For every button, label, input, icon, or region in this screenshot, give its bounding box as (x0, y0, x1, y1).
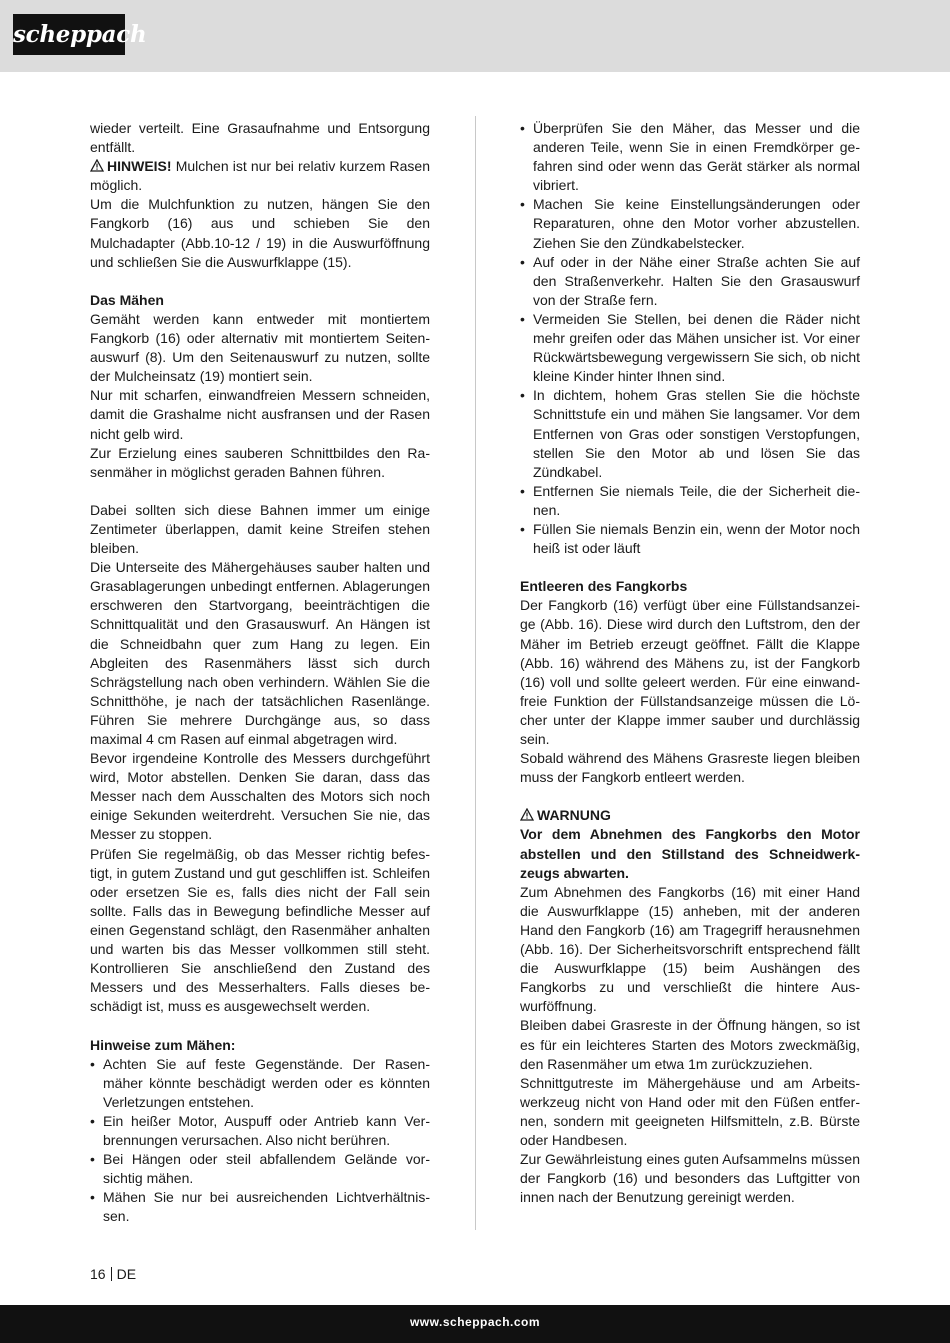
safety-list (520, 119, 860, 558)
remove-paragraph-2: Bleiben dabei Grasreste in der Öffnung hängen, so ist es für ein leichteres Starten des Motors zweckmäßig, den Rasenmäher um etwa 1m zurückzuziehen. (520, 1017, 860, 1072)
note-text: Mulchen ist nur bei relativ kurzem Rasen möglich. (90, 158, 430, 194)
warning-triangle-icon (520, 808, 534, 821)
warning-heading (520, 806, 860, 825)
tips-heading: Hinweise zum Mähen: (90, 1036, 236, 1053)
warning-triangle-icon (90, 159, 104, 172)
list-item: • Ein heißer Motor, Auspuff oder Antrieb kann Verbrennungen verursachen. Also nicht berühren. (90, 1112, 430, 1150)
list-item: • Bei Hängen oder steil abfallendem Gelände vorsichtig mähen. (90, 1150, 430, 1188)
mowing-paragraph-2: Nur mit scharfen, einwandfreien Messern schneiden, damit die Grashalme nicht ausfransen und der Rasen nicht gelb wird. (90, 387, 430, 442)
list-item: • Achten Sie auf feste Gegenstände. Der Rasenmäher könnte beschädigt werden oder es könnten Verletzungen entstehen. (90, 1055, 430, 1112)
header-bar (0, 0, 950, 72)
remove-paragraph-3: Schnittgutreste im Mähergehäuse und am Arbeitswerkzeug nicht von Hand oder mit den Füßen entfernen, sondern mit geeigneten Hilfsmitteln, z.B. Bürste oder Handbesen. (520, 1074, 860, 1148)
remove-paragraph-1: Zum Abnehmen des Fangkorbs (16) mit einer Hand die Auswurfklappe (15) anheben, mit der anderen Hand den Fangkorb (16) am Tragegriff herausnehmen (Abb. 16). Der Sicherheitsvorschrift entsprechend fällt die Auswurfklappe (15) beim Aushängen des Fangkorbs zu und verschließt die hintere Auswurföffnung. (520, 883, 860, 1015)
list-item: • Füllen Sie niemals Benzin ein, wenn der Motor noch heiß ist oder läuft (520, 520, 860, 558)
intro-paragraph: wieder verteilt. Eine Grasaufnahme und Entsorgung entfällt. (90, 120, 430, 156)
list-item: • Entfernen Sie niemals Teile, die der Sicherheit dienen. (520, 482, 860, 520)
mowing-paragraph-4: Dabei sollten sich diese Bahnen immer um einige Zentimeter überlappen, damit keine Streifen stehen bleiben. (90, 501, 430, 557)
list-item: • Überprüfen Sie den Mäher, das Messer und die anderen Teile, wenn Sie in einen Fremdkörper gefahren sind oder wenn das Gerät stärker als normal vibriert. (520, 119, 860, 195)
empty-catcher-heading: Entleeren des Fangkorbs (520, 578, 688, 595)
warning-label: WARNUNG (537, 807, 611, 824)
mulch-paragraph: Um die Mulchfunktion zu nutzen, hängen Sie den Fangkorb (16) aus und schieben Sie den Mulchadapter (Abb.10-12 / 19) in die Auswurföffnung und schließen Sie die Auswurfklappe (15). (90, 196, 430, 270)
mowing-paragraph-7: Prüfen Sie regelmäßig, ob das Messer richtig befestigt, in gutem Zustand und gut geschliffen ist. Schleifen oder ersetzen Sie es, falls dies nicht der Fall sein sollte. Falls das in Bewegung befindliche Messer auf einen Gegenstand schlägt, den Rasenmäher anhalten und warten bis das Messer vollkommen still steht. Kontrollieren Sie anschließend den Zustand des Messers und des Messerhalters. Falls dieses beschädigt ist, muss es ausgewechselt werden. (90, 845, 430, 1015)
list-item: • Machen Sie keine Einstellungsänderungen oder Reparaturen, ohne den Motor vorher abzustellen. Ziehen Sie den Zündkabelstecker. (520, 195, 860, 252)
tips-list (90, 1055, 430, 1227)
list-item: • Mähen Sie nur bei ausreichenden Lichtverhältnissen. (90, 1188, 430, 1226)
list-item: • Auf oder in der Nähe einer Straße achten Sie auf den Straßenverkehr. Halten Sie den Grasauswurf von der Straße fern. (520, 253, 860, 310)
bottom-bar (0, 1305, 950, 1343)
footer-separator (111, 1267, 112, 1281)
page-number: 16 (90, 1266, 106, 1282)
note-label: HINWEIS! (107, 158, 172, 175)
mowing-heading: Das Mähen (90, 291, 164, 308)
empty-paragraph-2: Sobald während des Mähens Grasreste liegen bleiben muss der Fangkorb entleert werden. (520, 750, 860, 786)
warning-text: Vor dem Abnehmen des Fangkorbs den Motor abstellen und den Stillstand des Schneidwerkzeugs abwarten. (520, 826, 860, 881)
list-item: • In dichtem, hohem Gras stellen Sie die höchste Schnittstufe ein und mähen Sie langsamer. Vor dem Entfernen von Gras oder sonstigen Verstopfungen, stellen Sie den Motor ab und lösen Sie das Zündkabel. (520, 386, 860, 481)
language-code: DE (116, 1266, 137, 1282)
mowing-paragraph-5: Die Unterseite des Mähergehäuses sauber halten und Grasablagerungen unbedingt entfernen. Ablagerungen erschweren den Startvorgang, beeinträchtigen die Schnittqualität und den Grasauswurf. An Hängen ist die Schneidbahn quer zum Hang zu legen. Ein Abgleiten des Rasenmähers lässt sich durch Schrägstellung nach oben verhindern. Wählen Sie die Schnitthöhe, je nach der tatsächlichen Rasenlänge. Führen Sie mehrere Durchgänge aus, so dass maximal 4 cm Rasen auf einmal abgetragen wird. (90, 559, 430, 747)
mowing-paragraph-1: Gemäht werden kann entweder mit montiertem Fangkorb (16) oder alternativ mit montiertem Seitenauswurf (8). Um den Seitenauswurf zu nutzen, sollte der Mulcheinsatz (19) montiert sein. (90, 310, 430, 385)
left-column (90, 119, 430, 1226)
list-item: • Vermeiden Sie Stellen, bei denen die Räder nicht mehr greifen oder das Mähen unsicher ist. Vor einer Rückwärtsbewegung vergewissern Sie sich, ob nicht kleine Kinder hinter Ihnen sind. (520, 310, 860, 386)
column-divider (475, 116, 476, 1230)
empty-paragraph-1: Der Fangkorb (16) verfügt über eine Füllstandsanzeige (Abb. 16). Diese wird durch den Luftstrom, den der Mäher im Betrieb erzeugt geöffnet. Fällt die Klappe (Abb. 16) während des Mähens zu, ist der Fangkorb (16) voll und sollte geleert werden. Für eine einwandfreie Funktion der Füllstandsanzeige müssen die Löcher unter der Klappe immer sauber und durchlässig sein. (520, 597, 860, 747)
mowing-paragraph-6: Bevor irgendeine Kontrolle des Messers durchgeführt wird, Motor abstellen. Denken Sie daran, dass das Messer nach dem Ausschalten des Motors sich noch einige Sekunden weiterdreht. Versuchen Sie nie, das Messer zu stoppen. (90, 750, 430, 843)
note-paragraph (90, 157, 430, 195)
page-footer (90, 1265, 136, 1283)
brand-logo: scheppach (13, 14, 125, 55)
mowing-paragraph-3: Zur Erzielung eines sauberen Schnittbildes den Rasenmäher in möglichst geraden Bahnen führen. (90, 444, 430, 480)
right-column (520, 119, 860, 1207)
website-url: www.scheppach.com (409, 1315, 541, 1329)
remove-paragraph-4: Zur Gewährleistung eines guten Aufsammelns müssen der Fangkorb (16) und besonders das Luftgitter von innen nach der Benutzung gereinigt werden. (520, 1151, 860, 1206)
